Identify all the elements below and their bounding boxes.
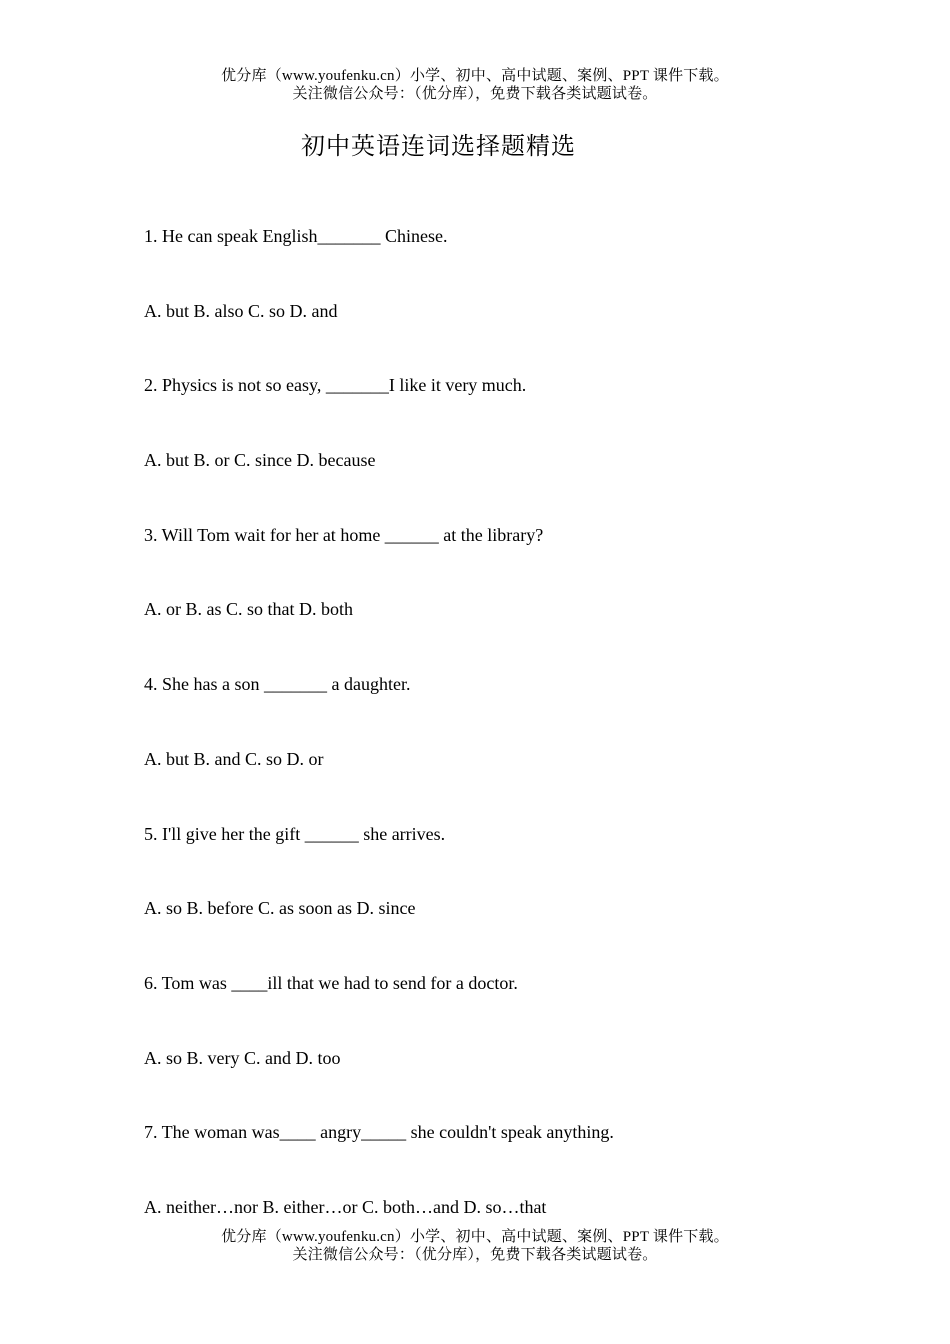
question-7-stem: 7. The woman was____ angry_____ she couldn't speak anything.: [144, 1122, 614, 1143]
question-6-options: A. so B. very C. and D. too: [144, 1047, 341, 1068]
question-5-stem: 5. I'll give her the gift ______ she arrives.: [144, 823, 446, 844]
question-7-options: A. neither…nor B. either…or C. both…and D. so…that: [144, 1196, 547, 1217]
question-3-stem: 3. Will Tom wait for her at home ______ at the library?: [144, 524, 544, 545]
header-line-1: 优分库（www.youfenku.cn）小学、初中、高中试题、案例、PPT 课件下载。: [221, 68, 729, 84]
document-title: 初中英语连词选择题精选: [301, 134, 576, 160]
header-line-2: 关注微信公众号：（优分库），免费下载各类试题试卷。: [292, 86, 658, 102]
question-4-stem: 4. She has a son _______ a daughter.: [144, 674, 411, 695]
question-3-options: A. or B. as C. so that D. both: [144, 599, 353, 620]
footer-line-2: 关注微信公众号：（优分库），免费下载各类试题试卷。: [292, 1247, 658, 1263]
question-2-stem: 2. Physics is not so easy, _______I like it very much.: [144, 375, 527, 396]
question-list: [144, 224, 904, 1270]
footer-line-1: 优分库（www.youfenku.cn）小学、初中、高中试题、案例、PPT 课件下载。: [221, 1229, 729, 1245]
question-5-options: A. so B. before C. as soon as D. since: [144, 898, 416, 919]
question-4-options: A. but B. and C. so D. or: [144, 748, 324, 769]
question-1-stem: 1. He can speak English_______ Chinese.: [144, 226, 448, 246]
question-2-options: A. but B. or C. since D. because: [144, 450, 376, 471]
question-6-stem: 6. Tom was ____ill that we had to send for a doctor.: [144, 972, 518, 993]
page-footer: [0, 1228, 950, 1264]
page-header: [0, 67, 950, 103]
question-1-options: A. but B. also C. so D. and: [144, 300, 338, 321]
